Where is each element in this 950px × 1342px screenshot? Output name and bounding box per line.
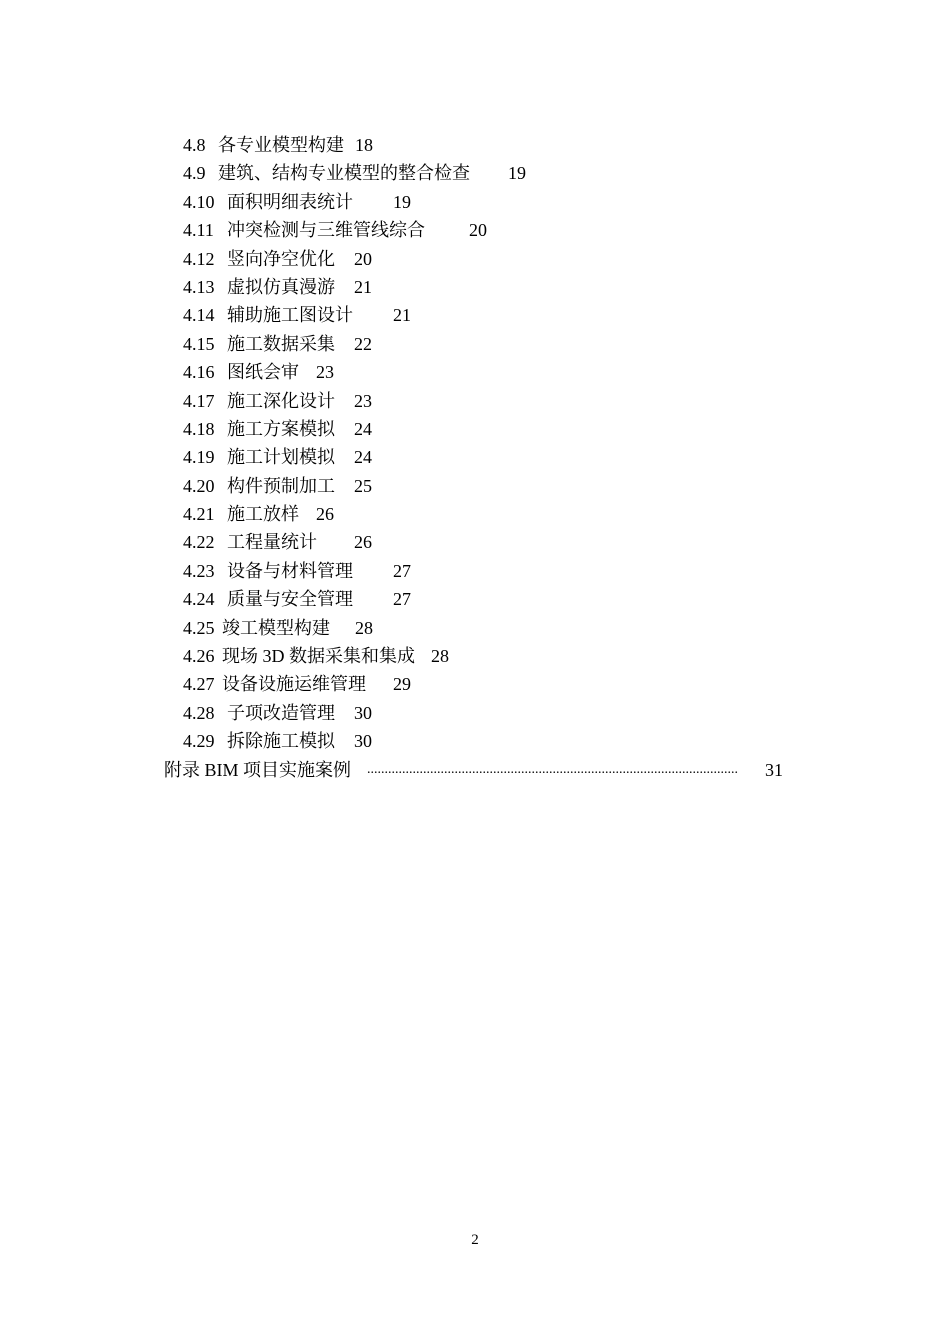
toc-entry-page: 22 [354, 333, 372, 354]
toc-entry-page: 26 [316, 504, 334, 525]
toc-entry-title: 设备设施运维管理 [222, 674, 366, 695]
toc-entry[interactable] [0, 443, 950, 471]
toc-entry-title: 拆除施工模拟 [227, 731, 335, 752]
toc-entry-number: 4.28 [183, 702, 215, 723]
toc-entry[interactable] [0, 614, 950, 642]
toc-entry[interactable] [0, 670, 950, 698]
toc-entry-title: 竖向净空优化 [227, 248, 335, 269]
toc-entry-page: 25 [354, 475, 372, 496]
toc-entry-title: 施工计划模拟 [227, 447, 335, 468]
toc-entry-number: 4.18 [183, 418, 215, 439]
toc-entry-title: 辅助施工图设计 [227, 305, 353, 326]
toc-appendix-page: 31 [765, 759, 783, 780]
toc-entry-number: 4.13 [183, 276, 215, 297]
toc-entry[interactable] [0, 188, 950, 216]
toc-entry-title: 图纸会审 [227, 362, 299, 383]
toc-entry-title: 施工方案模拟 [227, 418, 335, 439]
toc-entry-page: 20 [354, 248, 372, 269]
toc-entry-page: 24 [354, 418, 372, 439]
toc-entry[interactable] [0, 387, 950, 415]
toc-entry-title: 冲突检测与三维管线综合 [227, 220, 425, 241]
toc-entry-page: 26 [354, 532, 372, 553]
toc-entry-page: 29 [393, 674, 411, 695]
toc-entry-page: 28 [355, 617, 373, 638]
toc-entry-number: 4.22 [183, 532, 215, 553]
toc-entry-page: 30 [354, 731, 372, 752]
toc-entry-title: 子项改造管理 [227, 702, 335, 723]
toc-entry-number: 4.15 [183, 333, 215, 354]
toc-entry-page: 23 [316, 362, 334, 383]
toc-entry[interactable] [0, 131, 950, 159]
toc-entry-title: 现场 3D 数据采集和集成 [222, 646, 415, 667]
table-of-contents [0, 131, 950, 784]
toc-entry-title: 建筑、结构专业模型的整合检查 [218, 163, 470, 184]
toc-entry[interactable] [0, 330, 950, 358]
page-number: 2 [471, 1232, 479, 1248]
toc-entry-page: 21 [354, 276, 372, 297]
toc-entry-page: 27 [393, 589, 411, 610]
toc-entry[interactable] [0, 500, 950, 528]
toc-entry-page: 19 [393, 191, 411, 212]
toc-entry-number: 4.27 [183, 674, 215, 695]
toc-entry[interactable] [0, 415, 950, 443]
toc-entry-number: 4.9 [183, 163, 206, 184]
toc-entry-page: 27 [393, 560, 411, 581]
toc-entry[interactable] [0, 245, 950, 273]
toc-entry[interactable] [0, 642, 950, 670]
toc-entry-title: 施工数据采集 [227, 333, 335, 354]
toc-entry-number: 4.23 [183, 560, 215, 581]
toc-entry-title: 施工放样 [227, 504, 299, 525]
toc-entry[interactable] [0, 216, 950, 244]
toc-entry[interactable] [0, 699, 950, 727]
toc-entry-page: 23 [354, 390, 372, 411]
toc-entry-number: 4.25 [183, 617, 215, 638]
toc-entry[interactable] [0, 301, 950, 329]
toc-entry-number: 4.11 [183, 220, 214, 241]
toc-entry[interactable] [0, 585, 950, 613]
toc-entry-page: 20 [469, 220, 487, 241]
toc-entry-number: 4.24 [183, 589, 215, 610]
toc-entry[interactable] [0, 273, 950, 301]
toc-entry-title: 构件预制加工 [227, 475, 335, 496]
toc-entry-number: 4.26 [183, 646, 215, 667]
toc-entry-page: 30 [354, 702, 372, 723]
toc-appendix-entry[interactable] [0, 756, 950, 784]
toc-entry-page: 21 [393, 305, 411, 326]
toc-entry-title: 工程量统计 [227, 532, 317, 553]
toc-entry-number: 4.19 [183, 447, 215, 468]
toc-entry-title: 面积明细表统计 [227, 191, 353, 212]
toc-entry-number: 4.17 [183, 390, 215, 411]
toc-entry-number: 4.20 [183, 475, 215, 496]
toc-entry-page: 18 [355, 135, 373, 155]
toc-entry-title: 各专业模型构建 [218, 135, 344, 155]
toc-entry[interactable] [0, 727, 950, 755]
toc-entry-title: 设备与材料管理 [227, 560, 353, 581]
toc-entry-number: 4.12 [183, 248, 215, 269]
toc-entry-title: 虚拟仿真漫游 [227, 276, 335, 297]
toc-entry[interactable] [0, 528, 950, 556]
toc-entry[interactable] [0, 159, 950, 187]
toc-appendix-title: 附录 BIM 项目实施案例 [164, 759, 352, 780]
toc-entry-number: 4.14 [183, 305, 215, 326]
toc-entry-number: 4.8 [183, 135, 206, 155]
toc-entry-title: 竣工模型构建 [222, 617, 330, 638]
toc-dot-leader: .......................................................................................................... [367, 761, 738, 777]
toc-entry[interactable] [0, 358, 950, 386]
toc-entry-number: 4.21 [183, 504, 215, 525]
toc-entry-page: 24 [354, 447, 372, 468]
toc-entry-number: 4.29 [183, 731, 215, 752]
toc-entry-page: 19 [508, 163, 526, 184]
toc-entry-title: 施工深化设计 [227, 390, 335, 411]
toc-entry[interactable] [0, 557, 950, 585]
toc-entry-title: 质量与安全管理 [227, 589, 353, 610]
toc-entry-number: 4.16 [183, 362, 215, 383]
toc-entry[interactable] [0, 472, 950, 500]
toc-entry-page: 28 [431, 646, 449, 667]
toc-entry-number: 4.10 [183, 191, 215, 212]
